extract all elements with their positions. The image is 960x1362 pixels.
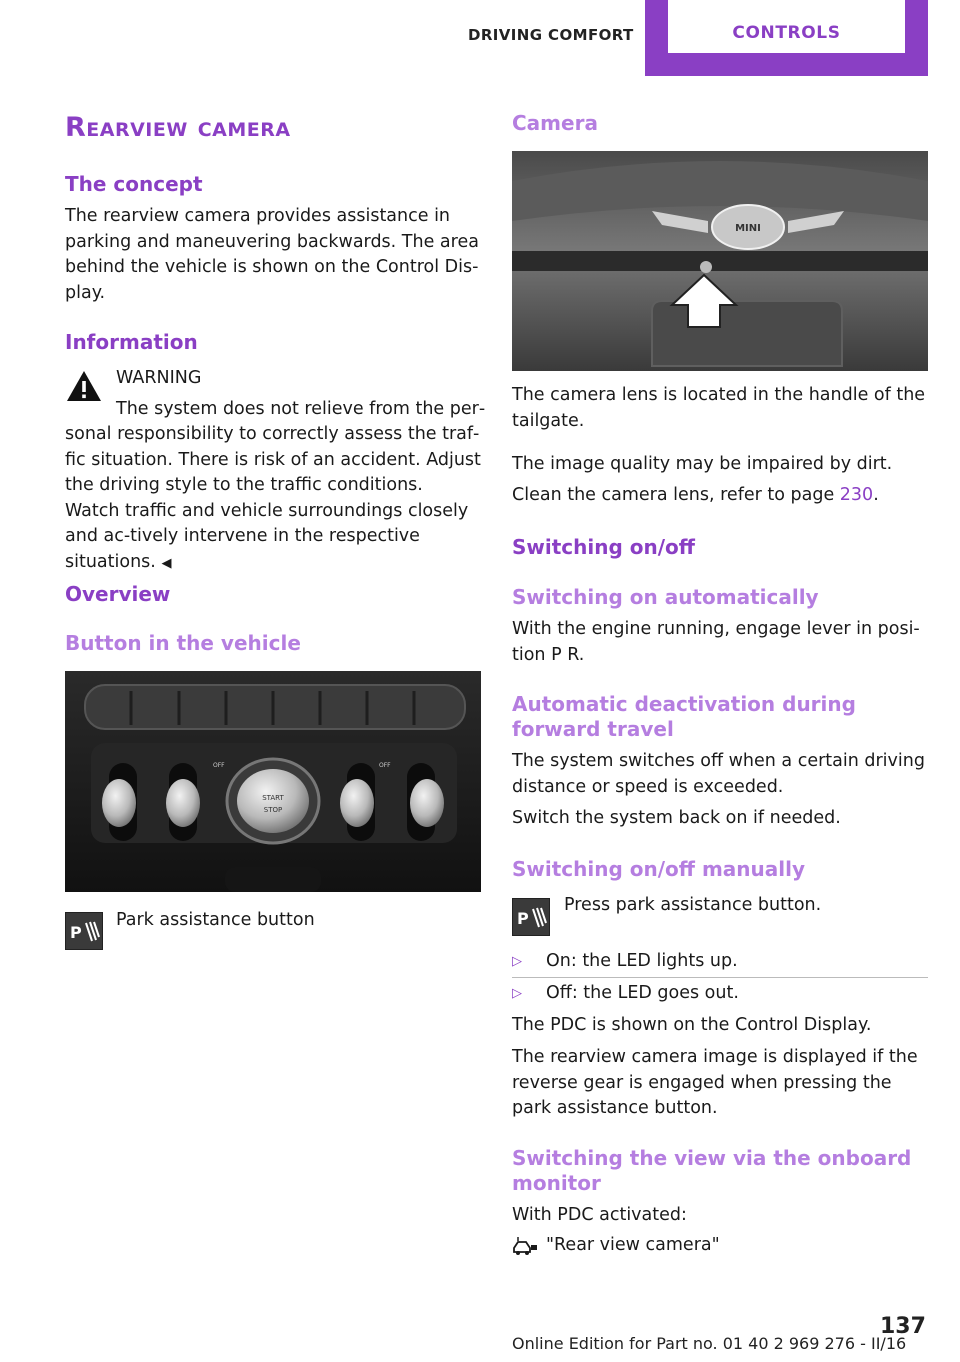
image-quality-text: The image quality may be impaired by dirt. <box>512 454 893 474</box>
warning-text-first: The system does not relieve from the per‐ <box>116 399 486 419</box>
svg-text:P: P <box>70 923 82 942</box>
pdc-text: The PDC is shown on the Control Display. <box>512 1015 872 1035</box>
pdc-activated-text: With PDC activated: <box>512 1205 687 1225</box>
manual-text: Press park assistance button. <box>564 895 822 915</box>
reverse-text: The rearview camera image is displayed if the reverse gear is engaged when pressing the park assistance button. <box>512 1047 918 1118</box>
svg-text:P: P <box>517 909 529 928</box>
bullet-off-text: Off: the LED goes out. <box>546 983 739 1003</box>
footer-edition: Online Edition for Part no. 01 40 2 969 276 - II/16 <box>512 1334 907 1353</box>
warning-label: WARNING <box>116 368 202 388</box>
rear-camera-icon <box>512 1236 538 1258</box>
console-illustration <box>65 671 481 892</box>
camera-heading: Camera <box>512 111 598 135</box>
off-label-right: OFF <box>379 762 391 769</box>
page-title: Rearview camera <box>65 112 291 143</box>
auto-on-heading: Switching on automatically <box>512 585 819 609</box>
tailgate-camera-photo <box>512 151 928 371</box>
information-heading: Information <box>65 330 198 354</box>
tailgate-illustration <box>512 151 928 371</box>
bullet-mark: ▷ <box>512 986 522 1001</box>
overview-heading: Overview <box>65 582 171 606</box>
switch-back-text: Switch the system back on if needed. <box>512 808 841 828</box>
page-number: 137 <box>880 1314 926 1339</box>
mini-logo-label: MINI <box>735 223 761 234</box>
warning-text: sonal responsibility to correctly assess the traf‐fic situation. There is risk of an accident. Adjust the driving style to the traffic conditions. Watch traffic and vehicle surroundings closely and ac‐tively intervene in the respective situations. ◀ <box>65 424 481 572</box>
park-assistance-icon-2 <box>512 898 550 936</box>
warning-end-mark: ◀ <box>161 555 172 571</box>
clean-lens-text: Clean the camera lens, refer to page 230. <box>512 485 879 505</box>
start-label: START <box>262 794 284 802</box>
park-assistance-caption: Park assistance button <box>116 910 315 930</box>
header-section-title: DRIVING COMFORT <box>468 26 634 44</box>
concept-text: The rearview camera provides assistance in parking and maneuvering backwards. The area behind the vehicle is shown on the Control Dis‐play. <box>65 206 479 303</box>
page-230-link[interactable]: 230 <box>839 485 874 505</box>
button-heading: Button in the vehicle <box>65 631 301 655</box>
bullet-on-text: On: the LED lights up. <box>546 951 738 971</box>
bullet-mark: ▷ <box>512 954 522 969</box>
camera-location-text: The camera lens is located in the handle of the tailgate. <box>512 385 926 431</box>
rear-view-camera-menu-item[interactable]: "Rear view camera" <box>546 1235 720 1255</box>
monitor-heading: Switching the view via the onboard monitor <box>512 1146 912 1195</box>
bullet-divider <box>512 977 928 978</box>
warning-icon <box>65 368 103 404</box>
switching-heading: Switching on/off <box>512 535 695 559</box>
console-buttons-photo <box>65 671 481 892</box>
auto-on-text: With the engine running, engage lever in posi‐tion P R. <box>512 619 920 665</box>
auto-off-heading: Automatic deactivation during forward travel <box>512 692 856 741</box>
stop-label: STOP <box>263 806 283 814</box>
concept-heading: The concept <box>65 172 203 196</box>
manual-heading: Switching on/off manually <box>512 857 806 881</box>
off-label-left: OFF <box>213 762 225 769</box>
park-assistance-icon <box>65 912 103 950</box>
auto-off-text: The system switches off when a certain driving distance or speed is exceeded. <box>512 751 925 797</box>
header-tab-controls[interactable]: CONTROLS <box>732 23 841 43</box>
